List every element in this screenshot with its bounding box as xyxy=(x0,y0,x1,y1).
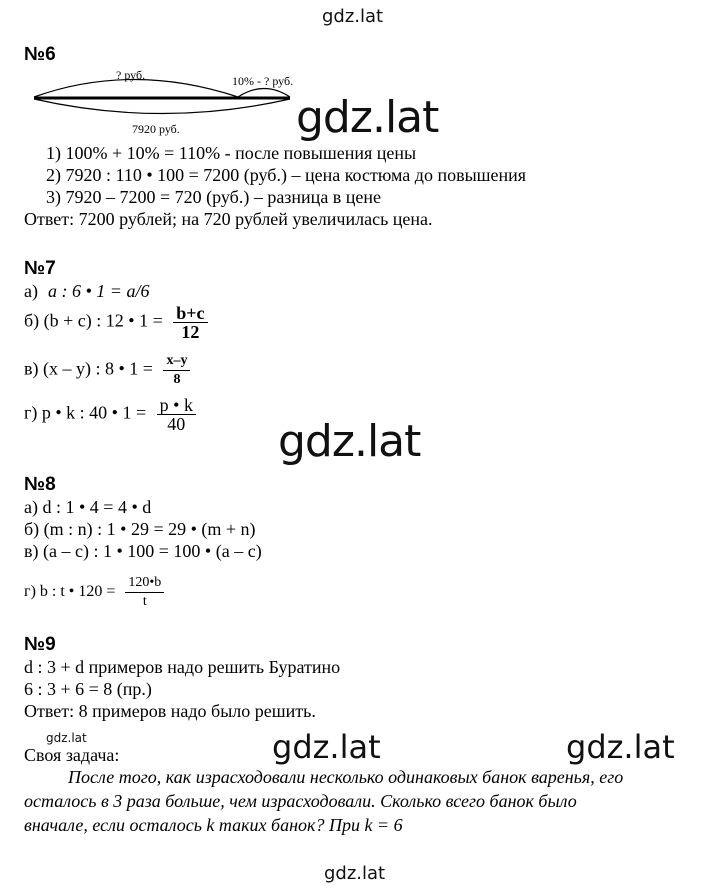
diagram-label-right: 10% - ? руб. xyxy=(232,74,294,88)
fraction xyxy=(173,304,207,341)
own-task-text: осталось в 3 раза больше, чем израсходовали. Сколько всего банок было xyxy=(24,791,577,811)
step-line: 3) 7920 – 7200 = 720 (руб.) – разница в цене xyxy=(46,187,382,207)
task-number: №6 xyxy=(24,44,56,65)
diagram-label-top: ? руб. xyxy=(116,68,146,82)
expression-line xyxy=(24,352,190,389)
solution-line: d : 3 + d примеров надо решить Буратино xyxy=(24,657,341,677)
watermark-tiny: gdz.lat xyxy=(46,731,87,745)
fraction xyxy=(163,352,190,389)
expression-prefix: в) (x – y) : 8 • 1 = xyxy=(24,358,158,379)
fraction-denominator: 12 xyxy=(181,322,200,342)
task-number: №8 xyxy=(24,474,56,495)
answer-line: Ответ: 8 примеров надо было решить. xyxy=(24,701,316,721)
fraction-numerator: b+c xyxy=(173,304,207,323)
fraction-numerator: x–y xyxy=(163,352,190,371)
fraction-denominator: 40 xyxy=(167,414,186,434)
watermark-bottom: gdz.lat xyxy=(324,863,386,884)
expression-line: б) (m : n) : 1 • 29 = 29 • (m + n) xyxy=(24,519,256,539)
expression-line: а) xyxy=(24,281,38,301)
watermark-big: gdz.lat xyxy=(272,728,381,766)
fraction xyxy=(125,574,164,611)
solution-line: 6 : 3 + 6 = 8 (пр.) xyxy=(24,679,152,699)
expression-prefix: г) p • k : 40 • 1 = xyxy=(24,402,151,423)
own-task-label: Своя задача: xyxy=(24,745,120,765)
answer-line: Ответ: 7200 рублей; на 720 рублей увеличилась цена. xyxy=(24,209,433,229)
fraction xyxy=(157,396,196,433)
expression-line xyxy=(24,304,208,341)
expression-prefix: г) b : t • 120 = xyxy=(24,583,120,601)
fraction-denominator: 8 xyxy=(173,372,181,387)
task-number: №7 xyxy=(24,258,56,279)
fraction-numerator: p • k xyxy=(157,396,196,415)
fraction-denominator: t xyxy=(142,594,147,609)
task-number: №9 xyxy=(24,634,56,655)
diagram-label-bottom: 7920 руб. xyxy=(132,122,180,136)
step-line: 2) 7920 : 110 • 100 = 7200 (руб.) – цена костюма до повышения xyxy=(46,165,527,185)
expression-line: a : 6 • 1 = a/6 xyxy=(48,281,150,301)
own-task-text: После того, как израсходовали несколько одинаковых банок варенья, его xyxy=(68,767,624,787)
fraction-numerator: 120•b xyxy=(125,574,164,593)
watermark-big: gdz.lat xyxy=(278,416,421,467)
expression-prefix: б) (b + c) : 12 • 1 = xyxy=(24,310,168,331)
watermark-big: gdz.lat xyxy=(296,92,439,143)
watermark-big: gdz.lat xyxy=(566,728,675,766)
expression-line: в) (a – c) : 1 • 100 = 100 • (a – c) xyxy=(24,541,262,561)
expression-line xyxy=(24,396,196,433)
watermark-top: gdz.lat xyxy=(322,6,384,27)
expression-line xyxy=(24,574,164,611)
own-task-text: вначале, если осталось k таких банок? При k = 6 xyxy=(24,815,403,835)
expression-line: а) d : 1 • 4 = 4 • d xyxy=(24,497,152,517)
step-line: 1) 100% + 10% = 110% - после повышения цены xyxy=(46,143,417,163)
